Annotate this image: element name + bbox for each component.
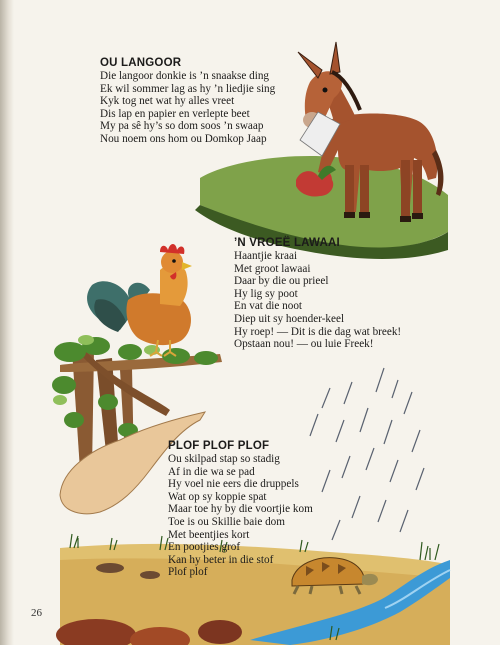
poem-line: En pootjies grof — [168, 541, 241, 554]
poem-line: Kyk tog net wat hy alles vreet — [100, 95, 235, 108]
poem-line: Met groot lawaai — [234, 262, 311, 275]
poem-line: Hy lig sy poot — [234, 287, 298, 300]
poem-title: PLOF PLOF PLOF — [168, 440, 270, 452]
poem-title: ’N VROEË LAWAAI — [234, 237, 340, 249]
poem-plof-plof-plof — [168, 440, 313, 579]
poem-line: Hy voel nie eers die druppels — [168, 478, 299, 491]
poem-line: Dis lap en papier en verlepte beet — [100, 107, 250, 120]
poem-line: Met beentjies kort — [168, 528, 250, 541]
poem-line: Haantjie kraai — [234, 250, 298, 262]
poem-line: Hy roep! — Dit is die dag wat breek! — [234, 325, 402, 338]
page-number: 26 — [31, 607, 42, 619]
poem-line: En vat die noot — [234, 300, 303, 313]
poem-line: My pa sê hy’s so dom soos ’n swaap — [100, 120, 264, 133]
poem-line: Kan hy beter in die stof — [168, 553, 274, 566]
poem-line: Opstaan nou! — ou luie Freek! — [234, 338, 374, 351]
poem-line: Nou noem ons hom ou Domkop Jaap — [100, 132, 267, 145]
poem-line: Ou skilpad stap so stadig — [168, 453, 280, 465]
poem-line: Die langoor donkie is ’n snaakse ding — [100, 70, 270, 82]
poem-line: Diep uit sy hoender-keel — [234, 312, 345, 325]
poem-title: OU LANGOOR — [100, 57, 182, 69]
poem-line: Plof plof — [168, 566, 208, 579]
poem-line: Wat op sy koppie spat — [168, 490, 267, 503]
poem-line: Daar by die ou prieel — [234, 275, 329, 288]
poem-line: Maar toe hy by die voortjie kom — [168, 503, 313, 516]
poem-line: Af in die wa se pad — [168, 465, 255, 478]
poem-line: Toe is ou Skillie baie dom — [168, 515, 285, 528]
poem-line: Ek wil sommer lag as hy ’n liedjie sing — [100, 82, 276, 95]
poem-n-vroee-lawaai — [234, 237, 401, 351]
rain-illustration — [310, 368, 424, 540]
poem-ou-langoor — [100, 57, 275, 146]
